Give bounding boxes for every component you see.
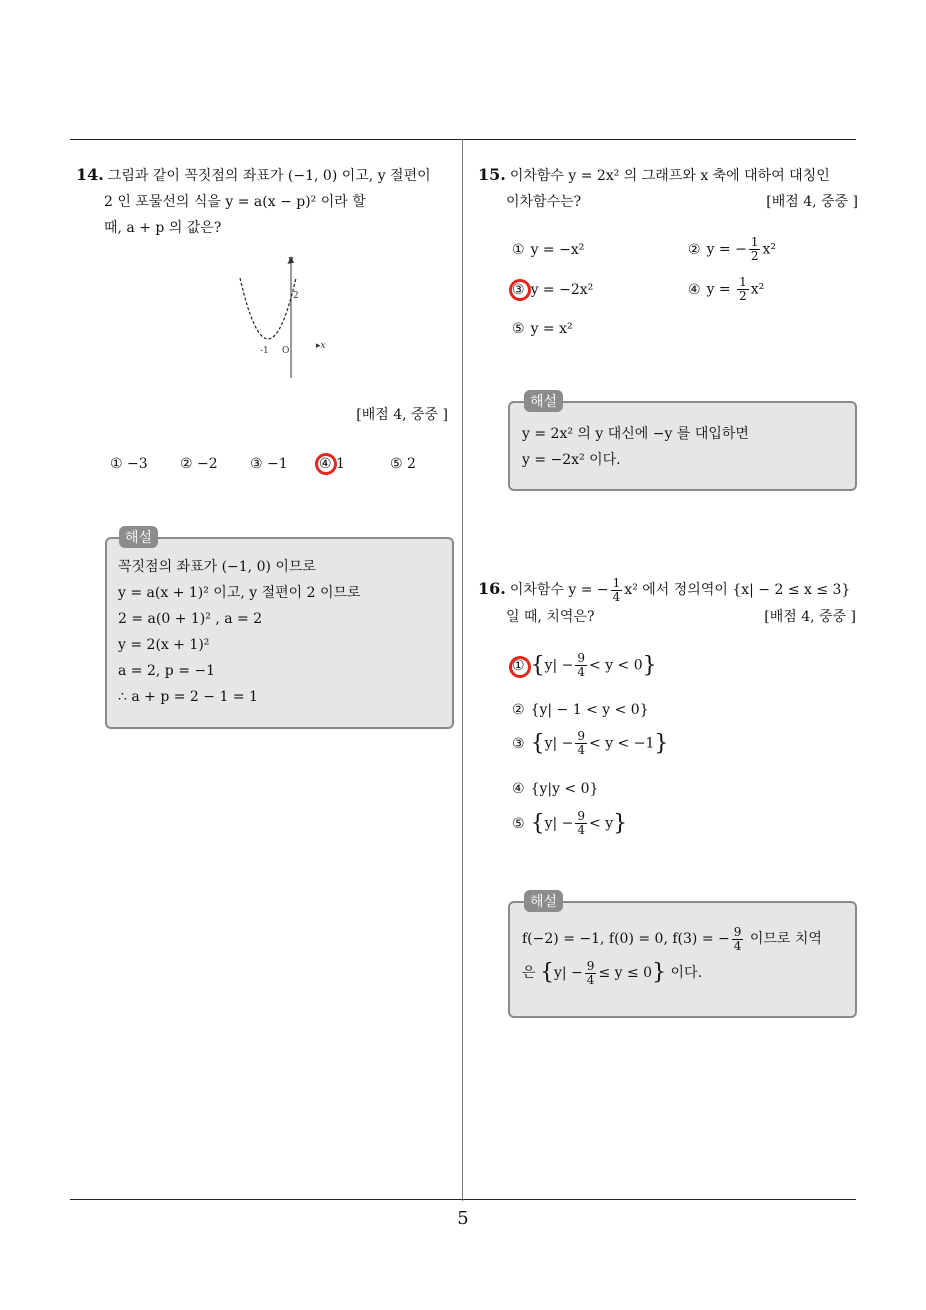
option-text: x² bbox=[750, 281, 765, 298]
option-text: y = −x² bbox=[530, 242, 585, 258]
column-divider bbox=[462, 139, 463, 1201]
solution-text bbox=[522, 421, 749, 473]
option-2[interactable] bbox=[688, 236, 776, 263]
vertex-label: -1 bbox=[260, 346, 269, 356]
solution-text bbox=[118, 554, 361, 710]
answer-circle-mark bbox=[507, 277, 533, 303]
solution-line: 2 = a(0 + 1)² , a = 2 bbox=[118, 611, 263, 627]
x-axis-label-text: x bbox=[320, 341, 326, 351]
solution-line: 은 {y| − $\frac{9}{4}$ ≤ y ≤ 0} 이다. bbox=[522, 958, 703, 987]
solution-tag: 해설 bbox=[524, 390, 563, 412]
solution-line: 꼭짓점의 좌표가 (−1, 0) 이므로 bbox=[118, 559, 316, 575]
option-text: y = − bbox=[706, 241, 747, 258]
option-number: ③ bbox=[512, 735, 525, 752]
origin-label: O bbox=[282, 346, 290, 356]
option-text: y| − bbox=[544, 657, 574, 674]
fraction: $\frac{1}{2}$ bbox=[750, 235, 759, 263]
solution-line: f(−2) = −1, f(0) = 0, f(3) = − $\frac{9}{4}$ 이므로 치역 bbox=[522, 924, 822, 953]
option-text: y = x² bbox=[530, 321, 573, 337]
option-number: ② bbox=[688, 241, 701, 258]
option-3[interactable]: ③ −1 bbox=[250, 456, 288, 472]
option-1[interactable]: ① −3 bbox=[110, 456, 148, 472]
option-text: {y| − 1 < y < 0} bbox=[530, 702, 649, 718]
fraction: $\frac{1}{4}$ bbox=[612, 575, 621, 604]
option-4[interactable] bbox=[512, 781, 598, 797]
question-number: 16. bbox=[478, 579, 506, 598]
question-14-score: [배점 4, 중중 ] bbox=[356, 407, 448, 423]
option-text: {y|y < 0} bbox=[530, 781, 599, 797]
option-text: y = −2x² bbox=[530, 282, 594, 298]
question-text-line: 때, a + p 의 값은? bbox=[104, 220, 222, 236]
option-text: < y < −1 bbox=[589, 735, 655, 752]
bottom-rule bbox=[70, 1199, 856, 1200]
option-text: x² bbox=[762, 241, 776, 258]
option-number: ② bbox=[512, 702, 525, 718]
y-axis-label: y bbox=[288, 255, 294, 265]
question-14 bbox=[76, 162, 456, 241]
y-intercept-label: 2 bbox=[293, 291, 299, 301]
solution-line: y = 2(x + 1)² bbox=[118, 637, 210, 653]
question-text: x² 에서 정의역이 {x| − 2 ≤ x ≤ 3} bbox=[624, 582, 851, 598]
question-15-score: [배점 4, 중중 ] bbox=[766, 194, 858, 210]
option-2[interactable] bbox=[512, 702, 649, 718]
option-3[interactable]: ③ {y| − $\frac{9}{4}$ < y < −1} bbox=[512, 729, 669, 757]
parabola-curve bbox=[240, 278, 296, 339]
question-15 bbox=[478, 162, 858, 215]
option-number: ① bbox=[512, 242, 525, 258]
question-text: 이차함수 y = − bbox=[509, 582, 609, 598]
page-number: 5 bbox=[457, 1208, 469, 1229]
question-number: 15. bbox=[478, 165, 506, 184]
fraction: $\frac{9}{4}$ bbox=[577, 729, 586, 757]
fraction: $\frac{9}{4}$ bbox=[577, 809, 586, 837]
option-text: < y bbox=[589, 815, 614, 832]
solution-line: ∴ a + p = 2 − 1 = 1 bbox=[118, 689, 258, 705]
solution-line: y = a(x + 1)² 이고, y 절편이 2 이므로 bbox=[118, 585, 361, 601]
option-4[interactable]: ④ 1 bbox=[319, 456, 345, 472]
question-text-line: 일 때, 치역은? bbox=[506, 608, 595, 625]
option-text: y| − bbox=[544, 735, 574, 752]
option-number: ⑤ bbox=[512, 321, 525, 337]
option-number: ④ bbox=[688, 281, 701, 298]
option-text: y| − bbox=[544, 815, 574, 832]
fraction: $\frac{9}{4}$ bbox=[586, 958, 595, 987]
option-5[interactable]: ⑤ {y| − $\frac{9}{4}$ < y} bbox=[512, 809, 628, 837]
question-16-score: [배점 4, 중중 ] bbox=[764, 608, 856, 625]
question-16 bbox=[478, 576, 862, 630]
option-number: ⑤ bbox=[512, 815, 525, 832]
option-number: ④ bbox=[512, 781, 525, 797]
question-text-line: 그림과 같이 꼭짓점의 좌표가 (−1, 0) 이고, y 절편이 bbox=[107, 168, 431, 184]
question-text-line: 이차함수는? bbox=[506, 194, 582, 210]
question-number: 14. bbox=[76, 165, 104, 184]
solution-tag: 해설 bbox=[119, 526, 158, 548]
option-5[interactable] bbox=[512, 321, 573, 337]
solution-line: a = 2, p = −1 bbox=[118, 663, 216, 679]
option-1[interactable] bbox=[512, 242, 584, 258]
option-number: ③ bbox=[512, 282, 525, 298]
solution-line: y = −2x² 이다. bbox=[522, 452, 621, 468]
solution-tag: 해설 bbox=[524, 890, 563, 912]
option-text: y = bbox=[706, 281, 736, 298]
fraction: $\frac{1}{2}$ bbox=[739, 275, 747, 303]
answer-circle-mark bbox=[313, 451, 339, 477]
question-text-line: 이차함수 y = 2x² 의 그래프와 x 축에 대하여 대칭인 bbox=[509, 168, 830, 184]
option-5[interactable]: ⑤ 2 bbox=[390, 456, 416, 472]
fraction: $\frac{9}{4}$ bbox=[577, 651, 586, 679]
option-4[interactable] bbox=[688, 276, 764, 303]
solution-line: y = 2x² 의 y 대신에 −y 를 대입하면 bbox=[522, 426, 749, 442]
x-axis-label: ▸x bbox=[316, 341, 326, 351]
option-text: < y < 0 bbox=[589, 657, 643, 674]
option-number: ① bbox=[512, 657, 525, 674]
question-text-line: 2 인 포물선의 식을 y = a(x − p)² 이라 할 bbox=[104, 194, 366, 210]
option-2[interactable]: ② −2 bbox=[180, 456, 218, 472]
top-rule bbox=[70, 139, 856, 140]
solution-text bbox=[522, 922, 822, 990]
option-1[interactable]: ① {y| − $\frac{9}{4}$ < y < 0} bbox=[512, 651, 657, 679]
fraction: $\frac{9}{4}$ bbox=[733, 924, 742, 953]
parabola-graph bbox=[228, 252, 338, 382]
